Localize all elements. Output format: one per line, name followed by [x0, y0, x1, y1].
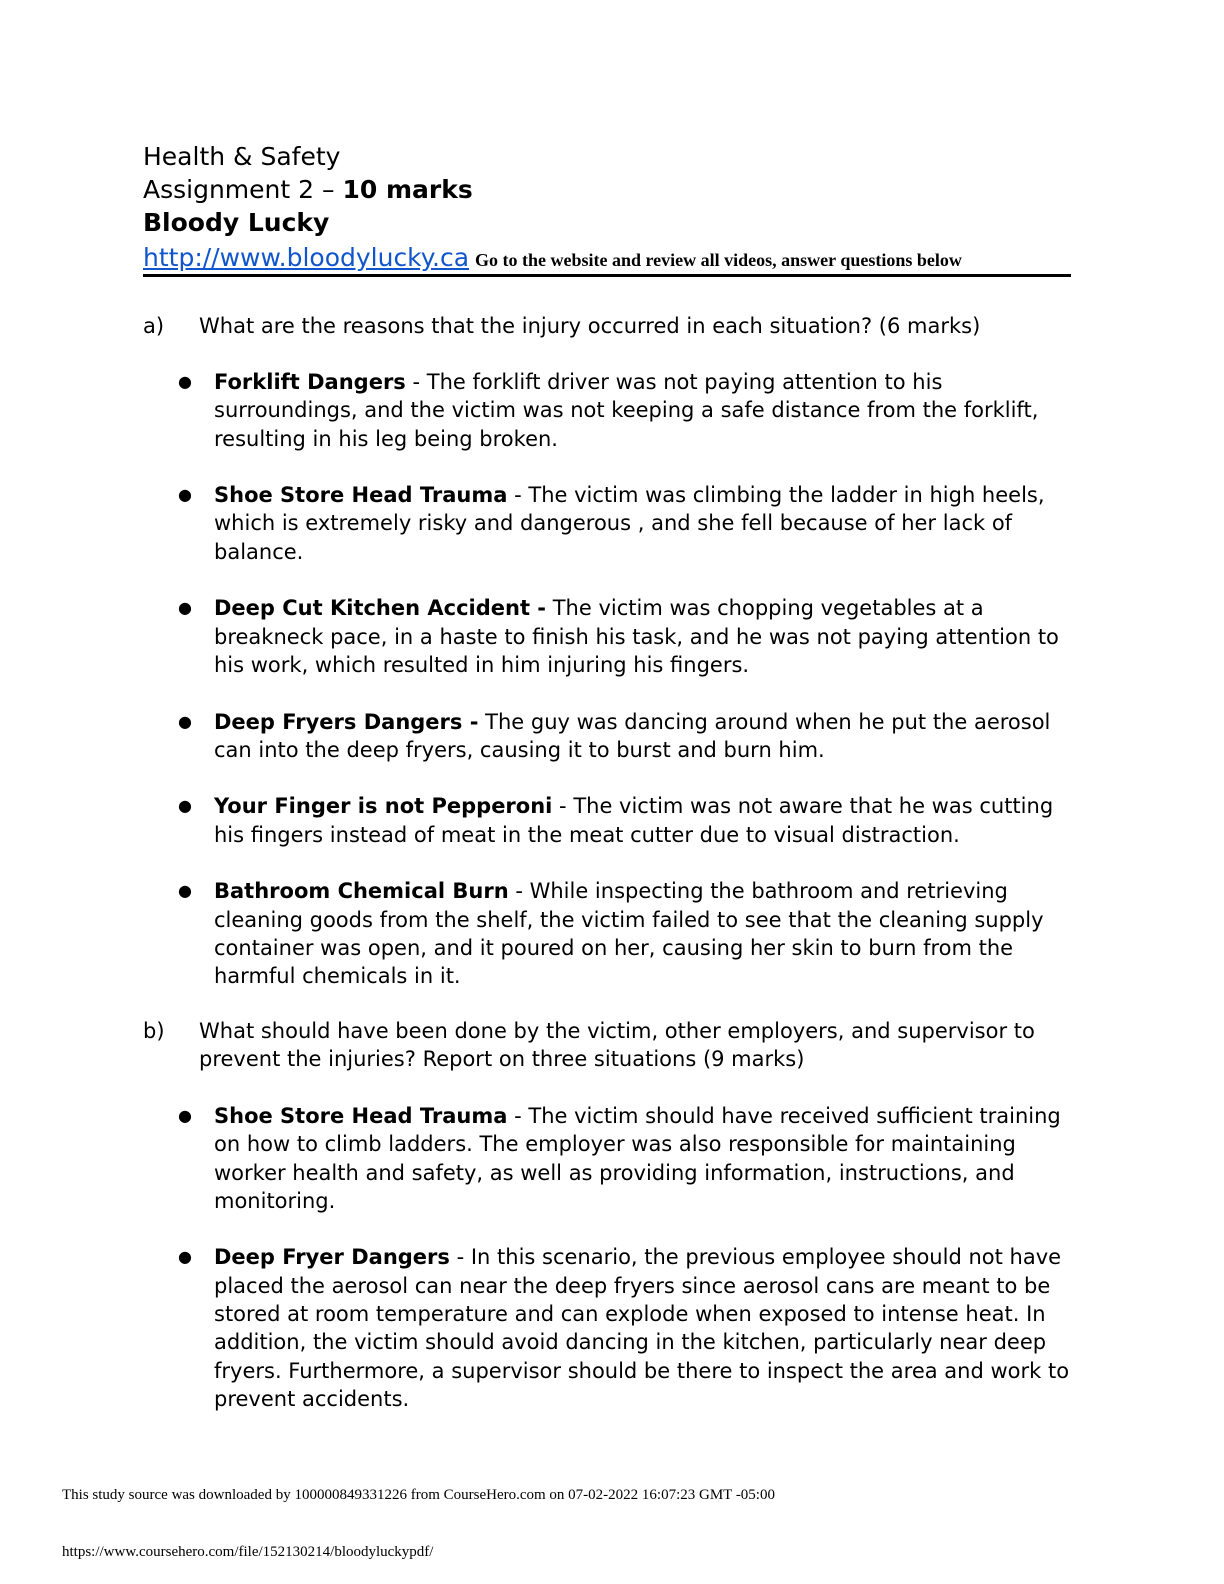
assignment-title	[143, 173, 473, 206]
question-a-letter: a)	[143, 314, 165, 338]
item-text: The victim was climbing the ladder in high heels, which is extremely risky and dangerous , and she fell because of her lack of balance.	[214, 483, 1045, 564]
assignment-subject: Bloody Lucky	[143, 208, 330, 237]
item-term: Deep Fryer Dangers	[214, 1245, 450, 1270]
question-a-text: What are the reasons that the injury occurred in each situation? (6 marks)	[199, 314, 981, 338]
item-text: The guy was dancing around when he put the aerosol can into the deep fryers, causing it to burst and burn him.	[214, 709, 1051, 762]
item-text: In this scenario, the previous employee should not have placed the aerosol can near the deep fryers since aerosol cans are meant to be stored at room temperature and can explode when exposed to intense heat. In addition, the victim should avoid dancing in the kitchen, particularly near deep fryers. Furthermore, a supervisor should be there to inspect the area and work to prevent accidents.	[214, 1245, 1070, 1411]
item-separator	[546, 596, 553, 620]
bullet-icon: ●	[178, 881, 192, 901]
course-title: Health & Safety	[143, 142, 341, 171]
item-text: The victim was not aware that he was cutting his fingers instead of meat in the meat cutter due to visual distraction.	[214, 794, 1054, 847]
item-separator: -	[449, 1245, 471, 1270]
item-term: Deep Cut Kitchen Accident -	[214, 596, 547, 621]
list-item	[178, 708, 1073, 765]
link-line	[143, 243, 1071, 272]
list-item	[178, 481, 1073, 566]
list-item	[178, 594, 1073, 679]
item-term: Forklift Dangers	[214, 370, 406, 394]
item-separator: -	[405, 370, 427, 394]
item-text: The victim should have received sufficient training on how to climb ladders. The employer was also responsible for maintaining worker health and safety, as well as providing information, instructions, and monitoring.	[214, 1104, 1061, 1213]
item-separator: -	[507, 483, 529, 508]
bullet-icon: ●	[178, 485, 192, 505]
question-b	[143, 1017, 1073, 1073]
instruction-text: Go to the website and review all videos, answer questions below	[475, 250, 962, 270]
question-b-answers	[178, 1102, 1073, 1442]
question-a	[143, 312, 1073, 340]
item-separator: -	[508, 879, 530, 904]
bullet-icon: ●	[178, 796, 192, 816]
item-separator: -	[507, 1104, 529, 1128]
item-text: The forklift driver was not paying attention to his surroundings, and the victim was not keeping a safe distance from the forklift, resulting in his leg being broken.	[214, 370, 1039, 451]
question-b-letter: b)	[143, 1019, 165, 1043]
bullet-icon: ●	[178, 598, 192, 618]
bullet-icon: ●	[178, 372, 192, 391]
bullet-icon: ●	[178, 711, 192, 731]
assignment-marks: 10 marks	[342, 175, 473, 204]
list-item	[178, 368, 1073, 453]
source-url: https://www.coursehero.com/file/152130214/bloodyluckypdf/	[62, 1544, 434, 1560]
item-term: Shoe Store Head Trauma	[214, 483, 508, 508]
item-separator: -	[552, 794, 574, 819]
list-item	[178, 1243, 1073, 1413]
item-text: The victim was chopping vegetables at a breakneck pace, in a haste to finish his task, and he was not paying attention to his work, which resulted in him injuring his fingers.	[214, 596, 1059, 677]
list-item	[178, 792, 1073, 849]
question-b-text: What should have been done by the victim, other employers, and supervisor to prevent the injuries? Report on three situations (9 marks)	[199, 1019, 1035, 1071]
document-header	[143, 140, 473, 239]
item-term: Bathroom Chemical Burn	[214, 879, 509, 904]
list-item	[178, 877, 1073, 990]
bullet-icon: ●	[178, 1247, 192, 1267]
item-term: Deep Fryers Dangers -	[214, 709, 479, 734]
bullet-icon: ●	[178, 1106, 192, 1125]
list-item	[178, 1102, 1073, 1215]
assignment-label: Assignment 2 –	[143, 175, 343, 204]
item-text: While inspecting the bathroom and retrieving cleaning goods from the shelf, the victim failed to see that the cleaning supply container was open, and it poured on her, causing her skin to burn from the harmful chemicals in it.	[214, 879, 1044, 989]
item-term: Shoe Store Head Trauma	[214, 1104, 508, 1128]
header-divider	[143, 274, 1071, 277]
website-link[interactable]: http://www.bloodylucky.ca	[143, 243, 470, 272]
download-notice: This study source was downloaded by 100000849331226 from CourseHero.com on 07-02-2022 16:07:23 GMT -05:00	[62, 1487, 775, 1503]
question-a-answers	[178, 368, 1073, 1019]
item-term: Your Finger is not Pepperoni	[214, 794, 553, 819]
